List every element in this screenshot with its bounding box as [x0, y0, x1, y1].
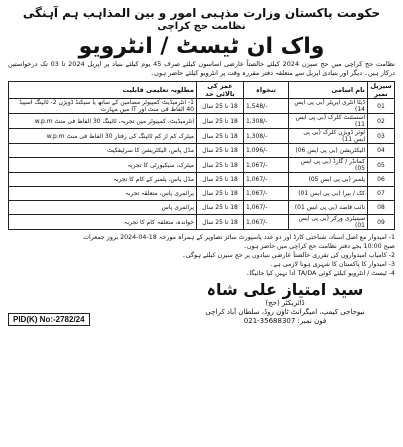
cell-pay: 1,067/- [244, 158, 289, 173]
table-row [9, 144, 395, 158]
cell-sno: 08 [368, 201, 395, 215]
phone-line [175, 317, 395, 326]
cell-qual: پرائمری پاس، متعلقہ تجربہ [9, 187, 197, 201]
footer [8, 280, 395, 326]
signatory-designation: ڈائریکٹر (حج) [265, 299, 305, 307]
note-4: 4- ٹیسٹ / انٹرویو کیلئے کوئی TA/DA ادا نہیں کیا جائیگا۔ [245, 270, 395, 277]
table-row [9, 158, 395, 173]
cell-name: کک / بیرا (بی پی ایس 01) [289, 187, 368, 201]
office-address: نیوحاجی کیمپ، امیگرانٹ ٹاؤن روڈ، سلطان آباد کراچی [205, 308, 365, 316]
table-row [9, 99, 395, 114]
cell-qual: 1- انٹرمیڈیٹ کمپیوٹر مضامین کے ساتھ یا سیکنڈ ڈویژن 2- ٹائپنگ اسپیڈ 40 الفاظ فی منٹ اور IT میں مہارت [9, 99, 197, 114]
header-pay: تنخواہ [244, 82, 289, 99]
directorate-title: نظامت حج کراچی [157, 21, 246, 32]
note-3: 3- امیدوار کا پاکستان کا شہری ہونا لازمی ہے۔ [269, 261, 395, 268]
cell-name: نائب قاصد (بی پی ایس 01) [289, 201, 368, 215]
cell-pay: 1,067/- [244, 215, 289, 230]
cell-pay: 1,067/- [244, 201, 289, 215]
cell-qual: میٹرک کم از کم ٹائپنگ کی رفتار 30 الفاظ فی منٹ w.p.m [9, 129, 197, 144]
government-title: حکومت پاکستان وزارت مذہبی امور و بین المذاہب ہم آہنگی [22, 6, 381, 20]
table-row [9, 187, 395, 201]
cell-age: 18 تا 25 سال [197, 187, 244, 201]
notes [8, 233, 395, 278]
cell-name: الیکٹریشن (بی پی ایس 06) [289, 144, 368, 158]
signatory-name: سید امتیاز علی شاہ [206, 280, 364, 299]
walk-in-title: واک ان ٹیسٹ / انٹرویو [78, 34, 325, 59]
cell-age: 18 تا 25 سال [197, 129, 244, 144]
jobs-table [8, 81, 395, 230]
cell-name: اسسٹنٹ کلرک (بی پی ایس 11) [289, 114, 368, 129]
cell-qual: خواندہ، متعلقہ کام کا تجربہ [9, 215, 197, 230]
intro-paragraph: نظامت حج کراچی میں حج سیزن 2024 کیلئے خالصتاً عارضی اساسوں کیلئے صرف 45 یوم کیلئے بنیاد پر اپریل 2024 تا 03 تک درخواستیں درکار ہیں۔ دیگر اور بنیادی اپریل سے متعلقہ دفتر مقررہ وقت پر انٹرویو کیلئے حاضر ہوں۔ [8, 60, 395, 77]
cell-age: 18 تا 25 سال [197, 144, 244, 158]
cell-pay: 1,548/- [244, 99, 289, 114]
cell-sno: 06 [368, 173, 395, 187]
table-row [9, 215, 395, 230]
cell-sno: 09 [368, 215, 395, 230]
header-age: عمر کی بالائی حد [197, 82, 244, 99]
cell-age: 18 تا 25 سال [197, 201, 244, 215]
table-header-row [9, 82, 395, 99]
cell-sno: 07 [368, 187, 395, 201]
note-2: 2- کامیاب امیدواروں کی تقرری خالصتاً عارضی بنیادوں پر حج سیزن کیلئے ہوگی۔ [182, 252, 395, 259]
table-row [9, 201, 395, 215]
cell-sno: 04 [368, 144, 395, 158]
table-row [9, 129, 395, 144]
cell-qual: انٹرمیڈیٹ، کمپیوٹر میں تجربہ، ٹائپنگ 30 الفاظ فی منٹ w.p.m [9, 114, 197, 129]
cell-pay: 1,308/- [244, 114, 289, 129]
cell-name: پلمبر (بی پی ایس 05) [289, 173, 368, 187]
cell-qual: پرائمری پاس [9, 201, 197, 215]
header-sno: سیریل نمبر [368, 82, 395, 99]
cell-pay: 1,067/- [244, 187, 289, 201]
header-name: نام اسامی [289, 82, 368, 99]
header-qual: مطلوبہ تعلیمی قابلیت [9, 82, 197, 99]
cell-qual: مڈل پاس، الیکٹریشن کا سرٹیفکیٹ [9, 144, 197, 158]
cell-age: 18 تا 25 سال [197, 215, 244, 230]
table-row [9, 114, 395, 129]
signature-block [175, 280, 395, 326]
pid-number: PID(K) No:-2782/24 [8, 313, 90, 326]
cell-sno: 03 [368, 129, 395, 144]
note-1b: صبح 10:00 بجے دفتر نظامت حج کراچی میں حاضر ہوں۔ [243, 243, 395, 250]
cell-age: 18 تا 25 سال [197, 114, 244, 129]
cell-pay: 1,067/- [244, 173, 289, 187]
phone-label: فون نمبر: [297, 317, 327, 325]
table-row [9, 173, 395, 187]
cell-name: لوئر ڈویژن کلرک (بی پی ایس 11) [289, 129, 368, 144]
header [8, 6, 395, 59]
phone-number: 021-35688307 [243, 317, 296, 325]
cell-qual: مڈل پاس، پلمبر کے کام کا تجربہ [9, 173, 197, 187]
cell-name: ڈیٹا انٹری آپریٹر (بی پی ایس 14) [289, 99, 368, 114]
cell-qual: میٹرک، سیکیورٹی کا تجربہ [9, 158, 197, 173]
cell-age: 18 تا 25 سال [197, 99, 244, 114]
cell-age: 18 تا 25 سال [197, 173, 244, 187]
cell-sno: 05 [368, 158, 395, 173]
cell-pay: 1,308/- [244, 129, 289, 144]
cell-sno: 01 [368, 99, 395, 114]
cell-name: سینیٹری ورکر (بی پی ایس 01) [289, 215, 368, 230]
cell-name: کمانڈر / گارڈ (بی پی ایس 05) [289, 158, 368, 173]
cell-age: 18 تا 25 سال [197, 158, 244, 173]
cell-pay: 1,096/- [244, 144, 289, 158]
note-1: 1- امیدوار مع اصل اسناد، شناختی کارڈ اور دو عدد پاسپورٹ سائز تصاویر کے ہمراہ مورخہ 18-04-2024 بروز جمعرات [83, 234, 395, 241]
cell-sno: 02 [368, 114, 395, 129]
